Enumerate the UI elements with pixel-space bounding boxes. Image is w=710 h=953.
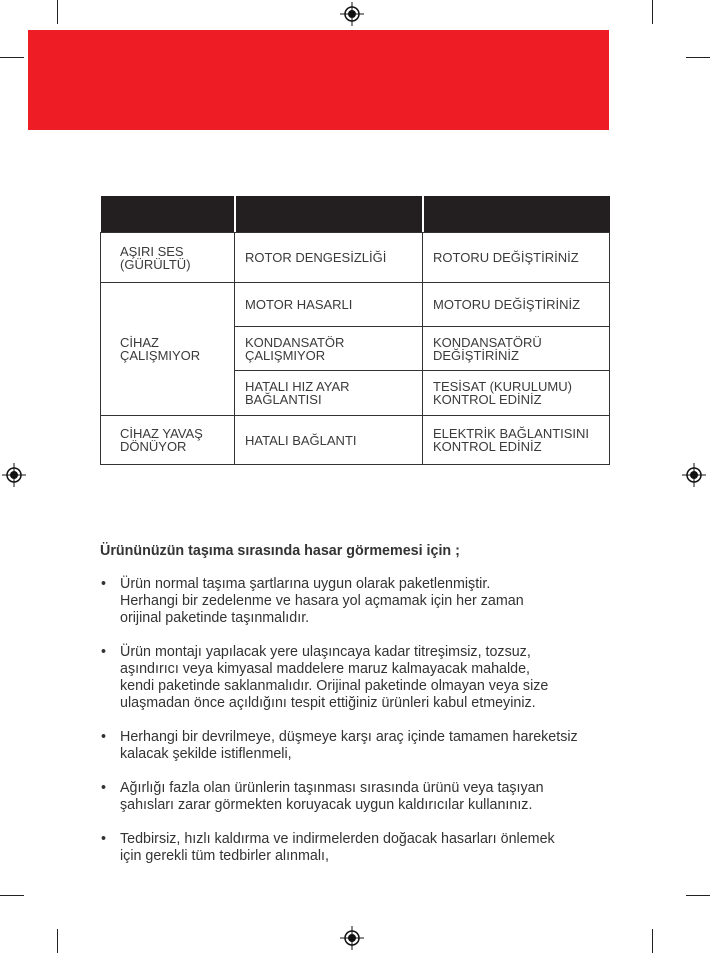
crop-mark xyxy=(57,929,58,953)
cause-cell: AŞIRI SES (GÜRÜLTÜ) xyxy=(101,233,235,283)
header-band xyxy=(28,30,609,130)
crop-mark xyxy=(0,57,24,58)
problem-cell: HATALI BAĞLANTI xyxy=(235,416,423,465)
list-item-text: Tedbirsiz, hızlı kaldırma ve indirmelerden doğacak hasarları önlemek için gerekli tüm tedbirler alınmalı, xyxy=(120,831,555,864)
registration-mark-icon xyxy=(682,463,706,487)
problem-cell: ROTOR DENGESİZLİĞİ xyxy=(235,233,423,283)
list-item xyxy=(100,831,615,865)
list-item-text: Ürün montajı yapılacak yere ulaşıncaya kadar titreşimsiz, tozsuz, aşındırıcı veya kimyasal maddelere maruz kalmayacak mahalde, kendi paketinde saklanmalıdır. Orijinal paketinde olmayan veya size ulaşmadan önce açıldığını tespit ettiğiniz ürünleri kabul etmeyiniz. xyxy=(120,644,549,711)
table-header-row xyxy=(101,196,610,232)
transport-list xyxy=(100,576,615,865)
list-item xyxy=(100,729,615,763)
solution-cell: MOTORU DEĞİŞTİRİNİZ xyxy=(423,283,610,327)
problem-cell: KONDANSATÖR ÇALIŞMIYOR xyxy=(235,327,423,371)
crop-mark xyxy=(652,0,653,24)
list-item xyxy=(100,780,615,814)
bullet-icon: • xyxy=(101,780,107,796)
solution-cell: ROTORU DEĞİŞTİRİNİZ xyxy=(423,233,610,283)
crop-mark xyxy=(686,895,710,896)
bullet-icon: • xyxy=(101,644,107,660)
crop-mark xyxy=(652,929,653,953)
list-item xyxy=(100,576,615,627)
list-item-text: Herhangi bir devrilmeye, düşmeye karşı araç içinde tamamen hareketsiz kalacak şekilde istiflenmeli, xyxy=(120,729,578,762)
solution-cell: KONDANSATÖRÜ DEĞİŞTİRİNİZ xyxy=(423,327,610,371)
transport-heading: Ürününüzün taşıma sırasında hasar görmemesi için ; xyxy=(100,543,460,559)
crop-mark xyxy=(0,895,24,896)
list-item-text: Ağırlığı fazla olan ürünlerin taşınması sırasında ürünü veya taşıyan şahısları zarar görmekten koruyacak uygun kaldırıcılar kullanınız. xyxy=(120,780,544,813)
list-item-text: Ürün normal taşıma şartlarına uygun olarak paketlenmiştir. Herhangi bir zedelenme ve hasara yol açmamak için her zaman orijinal paketinde taşınmalıdır. xyxy=(120,576,524,626)
bullet-icon: • xyxy=(101,831,107,847)
cause-cell: CİHAZ YAVAŞ DÖNÜYOR xyxy=(101,416,235,465)
problem-cell: MOTOR HASARLI xyxy=(235,283,423,327)
bullet-icon: • xyxy=(101,576,107,592)
table-row xyxy=(101,283,610,327)
header-cell-solution xyxy=(423,196,610,232)
solution-cell: ELEKTRİK BAĞLANTISINI KONTROL EDİNİZ xyxy=(423,416,610,465)
crop-mark xyxy=(686,57,710,58)
bullet-icon: • xyxy=(101,729,107,745)
solution-cell: TESİSAT (KURULUMU) KONTROL EDİNİZ xyxy=(423,371,610,416)
list-item xyxy=(100,644,615,712)
crop-mark xyxy=(57,0,58,24)
registration-mark-icon xyxy=(2,463,26,487)
registration-mark-icon xyxy=(340,926,364,950)
table-row xyxy=(101,233,610,283)
table-row xyxy=(101,416,610,465)
registration-mark-icon xyxy=(340,2,364,26)
problem-cell: HATALI HIZ AYAR BAĞLANTISI xyxy=(235,371,423,416)
header-cell-cause xyxy=(101,196,235,232)
cause-cell: CİHAZ ÇALIŞMIYOR xyxy=(101,283,235,416)
header-cell-problem xyxy=(235,196,423,232)
troubleshooting-table xyxy=(100,196,610,465)
transport-instructions xyxy=(100,543,615,882)
